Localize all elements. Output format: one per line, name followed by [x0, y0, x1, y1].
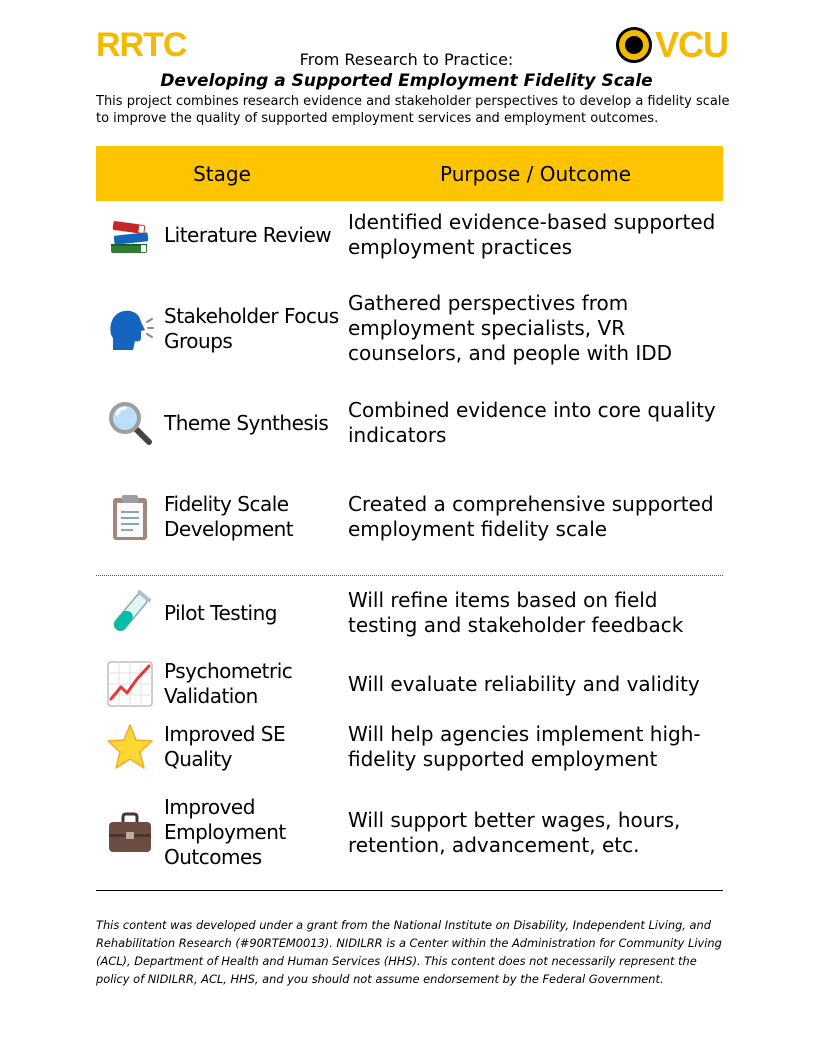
stage-column-header: Stage: [193, 161, 251, 186]
table-row-pilot-testing: [96, 588, 723, 638]
stage-name: Improved Employment Outcomes: [164, 795, 286, 869]
stage-name: Fidelity Scale Development: [164, 492, 294, 541]
footer-divider: [96, 890, 723, 891]
chart-increasing-icon: [96, 659, 164, 709]
vcu-wordmark: VCU: [655, 24, 729, 65]
stage-name: Improved SE Quality: [164, 722, 286, 771]
stage-name: Pilot Testing: [164, 600, 277, 625]
purpose-text: Will help agencies implement high-fidelity supported employment: [348, 722, 701, 771]
stage-name: Theme Synthesis: [164, 410, 329, 435]
page-subtitle: Developing a Supported Employment Fidelity Scale: [160, 71, 653, 91]
purpose-text: Will evaluate reliability and validity: [348, 671, 700, 696]
briefcase-icon: [96, 808, 164, 858]
intro-paragraph: This project combines research evidence and stakeholder perspectives to develop a fidelity scale to improve the quality of supported employment services and employment outcomes.: [96, 94, 730, 126]
magnifying-glass-icon: [96, 398, 164, 448]
speaking-head-icon: [96, 304, 164, 354]
page-title: From Research to Practice:: [299, 50, 514, 69]
purpose-column-header: Purpose / Outcome: [440, 161, 631, 186]
purpose-text: Created a comprehensive supported employment fidelity scale: [348, 492, 714, 541]
purpose-text: Identified evidence-based supported employment practices: [348, 210, 716, 259]
purpose-text: Will refine items based on field testing and stakeholder feedback: [348, 588, 684, 637]
clipboard-icon: [96, 492, 164, 542]
stage-name: Psychometric Validation: [164, 659, 293, 708]
rrtc-logo: RRTC: [96, 26, 187, 64]
table-row-improved-employment-outcomes: [96, 795, 723, 870]
table-row-literature-review: [96, 210, 723, 260]
table-row-theme-synthesis: [96, 398, 723, 448]
table-row-improved-se-quality: [96, 722, 723, 772]
table-row-psychometric-validation: [96, 659, 723, 709]
section-divider: [96, 575, 723, 576]
star-icon: [96, 722, 164, 772]
books-icon: [96, 210, 164, 260]
purpose-text: Will support better wages, hours, retention, advancement, etc.: [348, 807, 681, 857]
table-header: [96, 146, 723, 201]
funding-disclaimer: This content was developed under a grant from the National Institute on Disability, Independent Living, and Rehabilitation Research (#90RTEM0013). NIDILRR is a Center within the Administration for Community Living (ACL), Department of Health and Human Services (HHS). This content does not necessarily represent the policy of NIDILRR, ACL, HHS, and you should not assume endorsement by the Federal Government.: [96, 918, 722, 986]
purpose-text: Gathered perspectives from employment specialists, VR counselors, and people with IDD: [348, 291, 673, 365]
table-row-stakeholder-focus-groups: [96, 291, 723, 366]
table-row-fidelity-scale-development: [96, 492, 723, 542]
purpose-text: Combined evidence into core quality indicators: [348, 398, 716, 447]
test-tube-icon: [96, 588, 164, 638]
stage-name: Stakeholder Focus Groups: [164, 303, 339, 353]
stage-name: Literature Review: [164, 222, 332, 247]
